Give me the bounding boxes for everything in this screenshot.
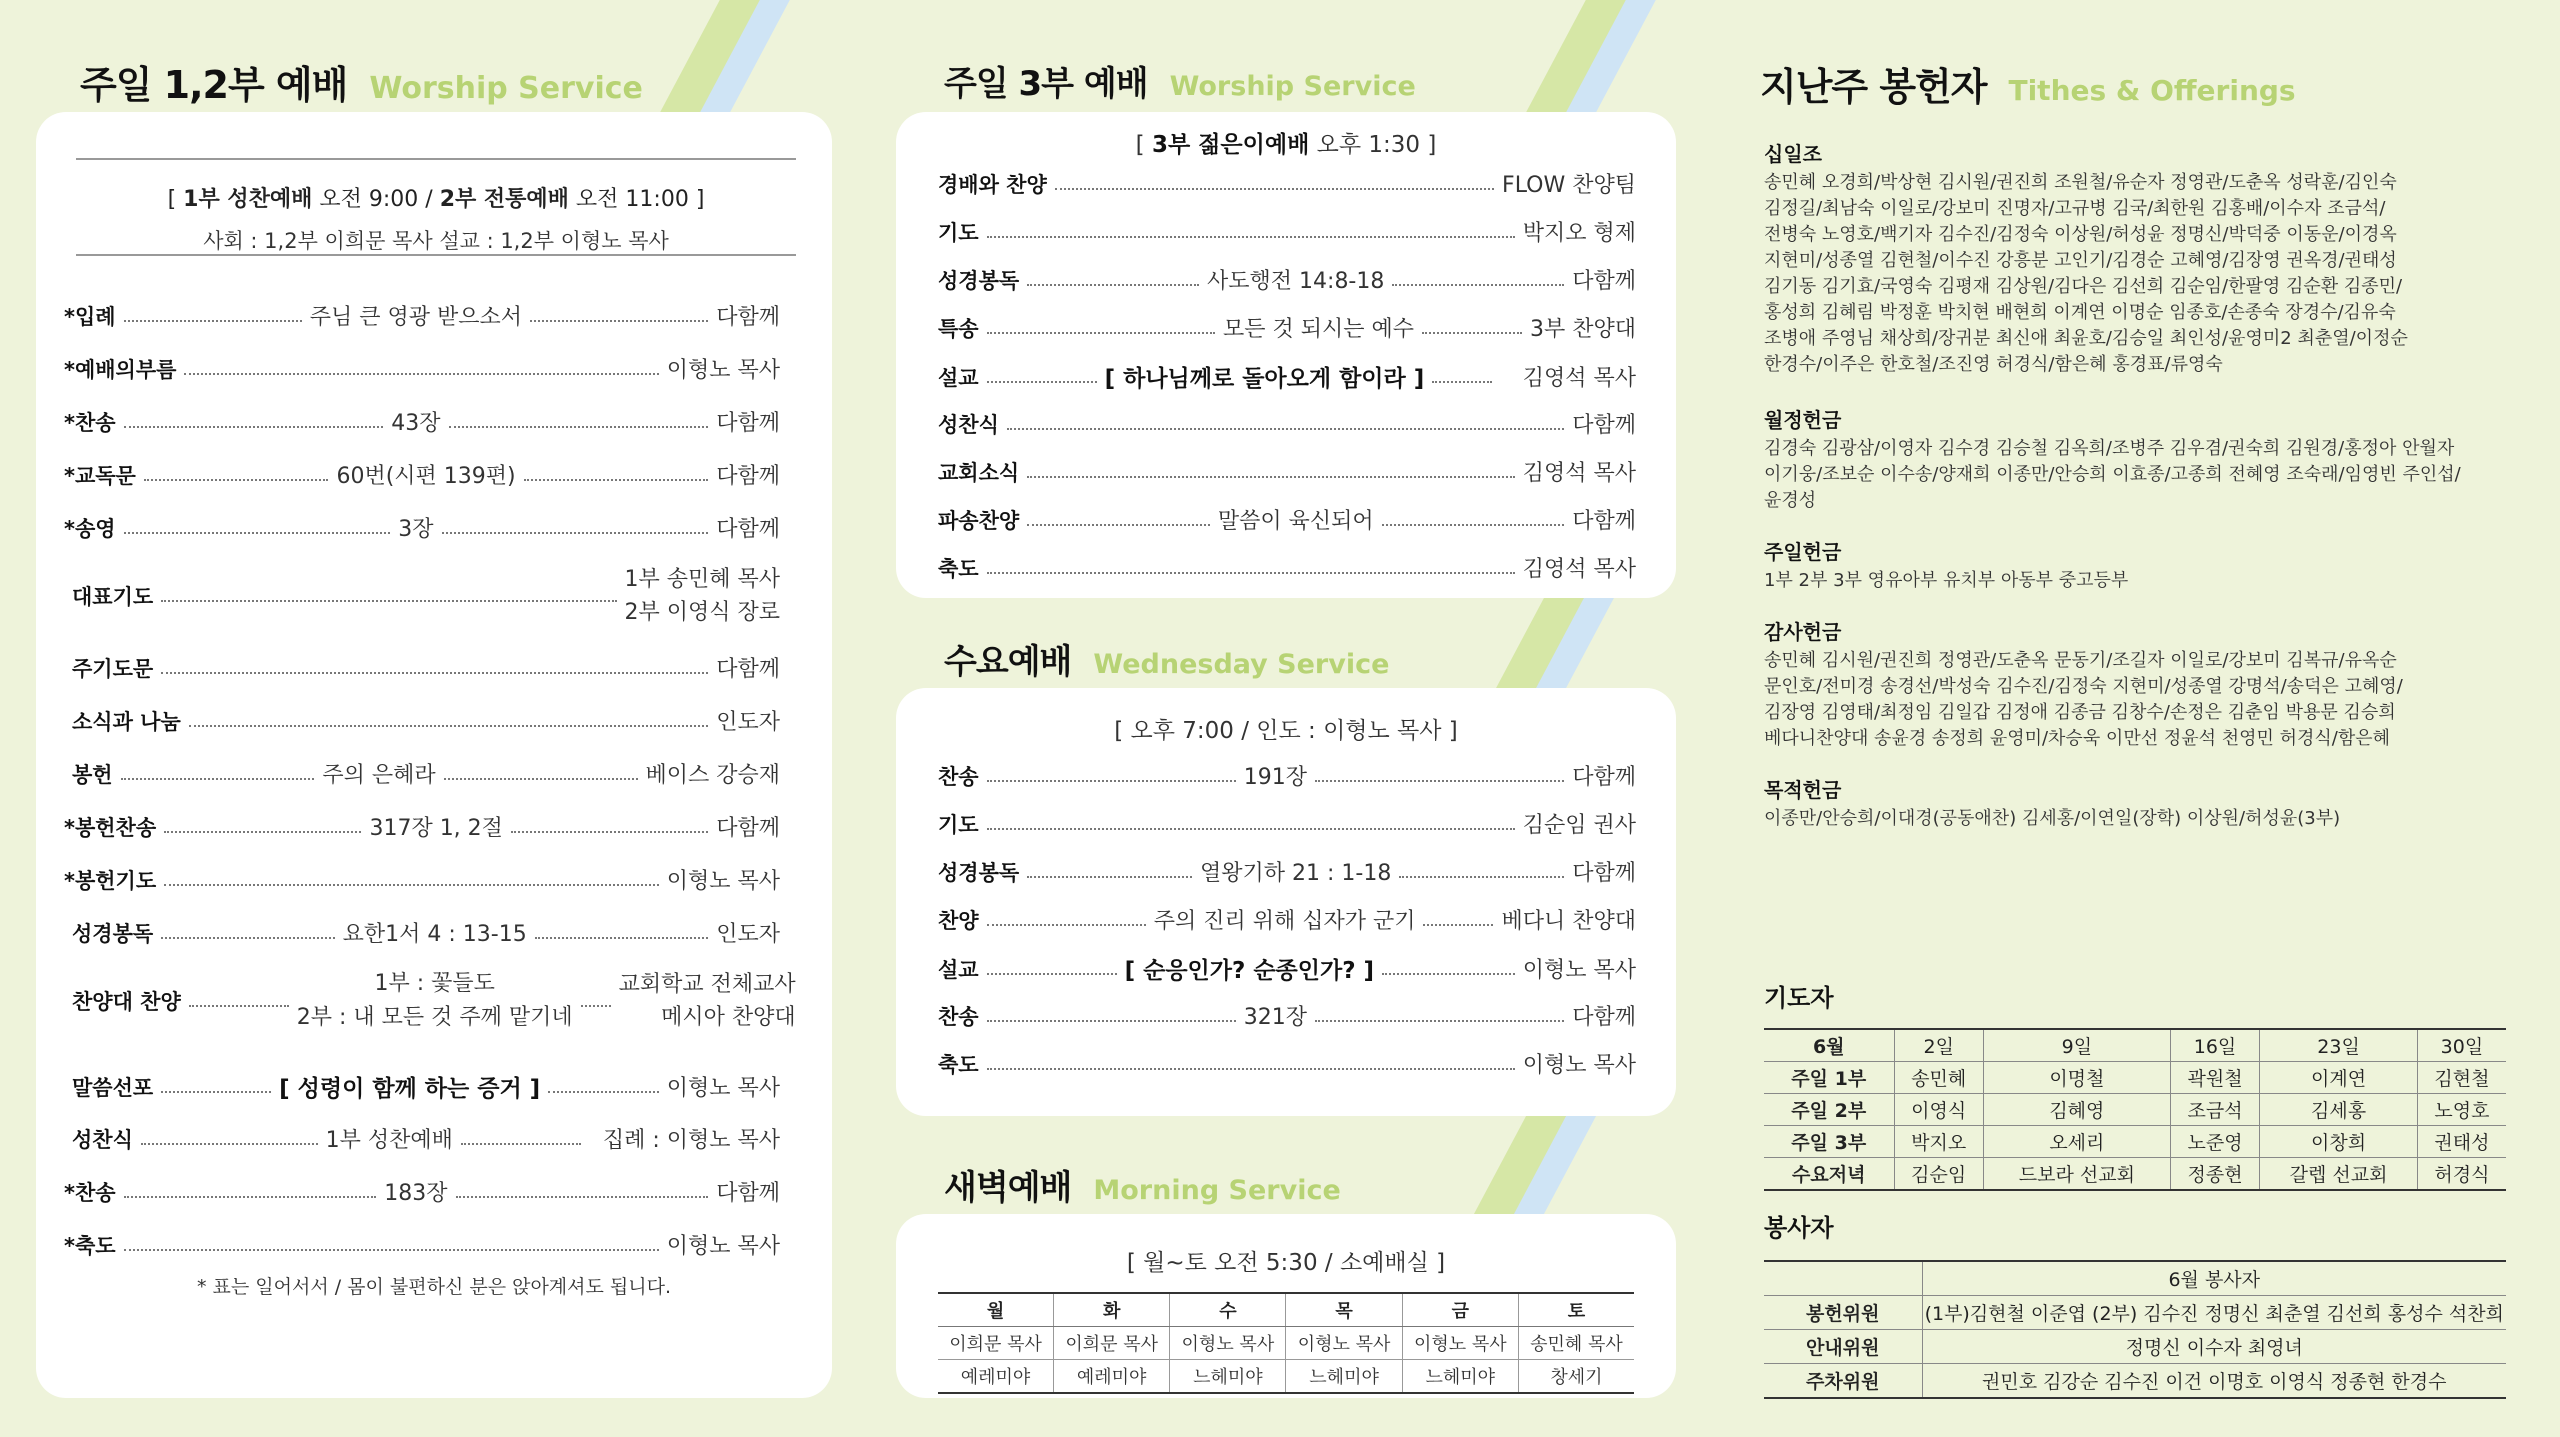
order-item: 찬송 321장 다함께	[938, 1004, 1636, 1030]
wednesday-title-en: Wednesday Service	[1093, 649, 1390, 680]
third-card	[896, 112, 1676, 598]
morning-leaders-row: 이희문 목사 이희문 목사 이형노 목사 이형노 목사 이형노 목사 송민혜 목사	[938, 1327, 1634, 1360]
order-item: 기도 김순임 권사	[938, 812, 1636, 838]
offering-group: 월정헌금 김경숙 김광삼/이영자 김수경 김승철 김옥희/조병주 김우겸/권숙희 김원경/홍정아 안월자 이기웅/조보순 이수송/양재희 이종만/안승희 이효종/고종희 전혜영 조숙래/임영빈 주인섭/ 윤경성	[1764, 408, 2461, 511]
order-item: *봉헌찬송 317장 1, 2절 다함께	[64, 815, 781, 841]
prayer-title: 기도자	[1764, 984, 1834, 1012]
order-item: 소식과 나눔 인도자	[72, 709, 780, 735]
order-item: 특송 모든 것 되시는 예수 3부 찬양대	[938, 316, 1636, 342]
morning-days-row: 월 화 수 목 금 토	[938, 1293, 1634, 1327]
order-item: 찬양 주의 진리 위해 십자가 군기 베다니 찬양대	[938, 908, 1636, 934]
offering-group: 십일조 송민혜 오경희/박상현 김시원/권진희 조원철/유순자 정영관/도춘옥 성락훈/김인숙 김정길/최남숙 이일로/강보미 진명자/고규병 김국/최한원 김홍배/이수자 조금석/ 전병숙 노영호/백기자 김수진/김정숙 이상원/허성윤 정명신/박덕중 이동운/이경옥 지현미/성종열 김현철/이수진 강흥분 고인기/김경순 고혜영/김장영 권옥경/권태성 김기동 김기효/국영숙 김평재 김상원/김다은 김선희 김순임/한팔영 김순환 김종민/ 홍성희 김혜림 박정훈 박치현 배현희 이계연 이명순 임종호/손종숙 장경수/김유숙 조병애 주영님 채상희/장귀분 최신애 최윤호/김승일 최인성/윤영미2 최춘열/이정순 한경수/이주은 한호철/조진영 허경식/함은혜 홍경표/류영숙	[1764, 142, 2408, 375]
morning-table	[938, 1292, 1634, 1394]
table-row: 봉헌위원 (1부)김현철 이준엽 (2부) 김수진 정명신 최춘열 김선희 홍성수 석찬희	[1764, 1296, 2506, 1330]
order-item: 봉헌 주의 은혜라 베이스 강승재	[72, 762, 781, 788]
order-item: *찬송 183장 다함께	[64, 1180, 781, 1206]
table-row: 수요저녁 김순임 드보라 선교회 정종현 갈렙 선교회 허경식	[1764, 1158, 2506, 1191]
worship-leaders: 사회 : 1,2부 이희문 목사 설교 : 1,2부 이형노 목사	[203, 229, 669, 253]
offering-group: 주일헌금 1부 2부 3부 영유아부 유치부 아동부 중고등부	[1764, 540, 2129, 591]
order-item: 파송찬양 말씀이 육신되어 다함께	[938, 508, 1636, 534]
worship-times: [ 1부 성찬예배 오전 9:00 / 2부 전통예배 오전 11:00 ]	[167, 187, 705, 212]
third-header: [ 3부 젊은이예배 오후 1:30 ]	[1135, 132, 1437, 158]
order-item: *축도 이형노 목사	[64, 1233, 780, 1259]
order-item: *봉헌기도 이형노 목사	[64, 868, 780, 894]
order-item: 교회소식 김영석 목사	[938, 460, 1636, 486]
table-row: 주일 3부 박지오 오세리 노준영 이창희 권태성	[1764, 1126, 2506, 1158]
third-title	[944, 56, 1416, 105]
prayer-header-row: 6월 2일 9일 16일 23일 30일	[1764, 1029, 2506, 1062]
worship-title	[80, 54, 643, 109]
order-item: *입례 주님 큰 영광 받으소서 다함께	[64, 304, 781, 330]
table-row: 주일 1부 송민혜 이명철 곽원철 이계연 김현철	[1764, 1062, 2506, 1094]
order-item: 경배와 찬양 FLOW 찬양팀	[938, 172, 1636, 198]
morning-card	[896, 1214, 1676, 1398]
offerings-title	[1760, 56, 2296, 111]
wednesday-header: [ 오후 7:00 / 인도 : 이형노 목사 ]	[1114, 718, 1458, 744]
offerings-title-en: Tithes & Offerings	[2008, 74, 2296, 107]
table-row: 주일 2부 이영식 김혜영 조금석 김세홍 노영호	[1764, 1094, 2506, 1126]
volunteers-title: 봉사자	[1764, 1214, 1834, 1242]
worship-header	[76, 158, 796, 256]
order-item: 설교 [ 순응인가? 순종인가? ] 이형노 목사	[938, 957, 1636, 984]
order-item: 성찬식 1부 성찬예배 집례 : 이형노 목사	[72, 1127, 780, 1153]
third-title-en: Worship Service	[1169, 71, 1416, 102]
order-item: 성경봉독 열왕기하 21 : 1-18 다함께	[938, 860, 1636, 886]
order-item: 설교 [ 하나님께로 돌아오게 함이라 ] 김영석 목사	[938, 365, 1636, 392]
worship-card	[36, 112, 832, 1398]
order-item: *예배의부름 이형노 목사	[64, 357, 780, 383]
morning-header: [ 월~토 오전 5:30 / 소예배실 ]	[1126, 1250, 1446, 1276]
worship-title-ko: 주일 1,2부 예배	[80, 63, 348, 107]
wednesday-title-ko: 수요예배	[944, 642, 1072, 682]
third-title-ko: 주일 3부 예배	[944, 64, 1148, 104]
table-row: 안내위원 정명신 이수자 최영녀	[1764, 1330, 2506, 1364]
order-item: 찬송 191장 다함께	[938, 764, 1636, 790]
order-item: 말씀선포 [ 성령이 함께 하는 증거 ] 이형노 목사	[72, 1075, 780, 1102]
order-item: 성경봉독 사도행전 14:8-18 다함께	[938, 268, 1637, 294]
morning-books-row: 예레미야 예레미야 느헤미야 느헤미야 느헤미야 창세기	[938, 1360, 1634, 1394]
morning-title	[944, 1160, 1341, 1209]
standing-note: * 표는 일어서서 / 몸이 불편하신 분은 앉아계셔도 됩니다.	[196, 1276, 672, 1298]
order-item: 주기도문 다함께	[72, 656, 780, 682]
volunteers-header-row: 6월 봉사자	[1764, 1261, 2506, 1296]
order-item: 성경봉독 요한1서 4 : 13-15 인도자	[72, 921, 780, 947]
prayer-table	[1764, 1028, 2506, 1191]
order-item: *송영 3장 다함께	[64, 516, 781, 542]
order-item: 찬양대 찬양 1부 : 꽃들도 2부 : 내 모든 것 주께 맡기네 교회학교 전체교사 메시아 찬양대	[72, 971, 796, 1030]
order-item: 대표기도 1부 송민혜 목사 2부 이영식 장로	[72, 567, 780, 625]
order-item: *찬송 43장 다함께	[64, 410, 781, 436]
order-item: *교독문 60번(시편 139편) 다함께	[64, 463, 781, 489]
offering-group: 목적헌금 이종만/안승희/이대경(공동애찬) 김세홍/이연일(장학) 이상원/허성윤(3부)	[1764, 778, 2341, 829]
order-item: 축도 이형노 목사	[938, 1052, 1636, 1078]
offering-group: 감사헌금 송민혜 김시원/권진희 정영관/도춘옥 문동기/조길자 이일로/강보미 김복규/유옥순 문인호/전미경 송경선/박성숙 김수진/김정숙 지현미/성종열 강명석/송덕은 고혜영/ 김장영 김영태/최정임 김일갑 김정애 김종금 김창수/손정은 김춘임 박용문 김승희 베다니찬양대 송윤경 송정희 윤영미/차승욱 이만선 정윤석 천영민 허경식/함은혜	[1764, 620, 2403, 749]
offerings-title-ko: 지난주 봉헌자	[1760, 65, 1987, 109]
order-item: 성찬식 다함께	[938, 412, 1636, 438]
morning-title-ko: 새벽예배	[944, 1168, 1072, 1208]
morning-title-en: Morning Service	[1093, 1175, 1341, 1206]
wednesday-title	[944, 634, 1389, 683]
volunteers-table	[1764, 1260, 2506, 1399]
worship-title-en: Worship Service	[369, 71, 643, 106]
order-item: 기도 박지오 형제	[938, 220, 1636, 246]
wednesday-card	[896, 688, 1676, 1116]
order-item: 축도 김영석 목사	[938, 556, 1636, 582]
table-row: 주차위원 권민호 김강순 김수진 이건 이명호 이영식 정종현 한경수	[1764, 1364, 2506, 1399]
